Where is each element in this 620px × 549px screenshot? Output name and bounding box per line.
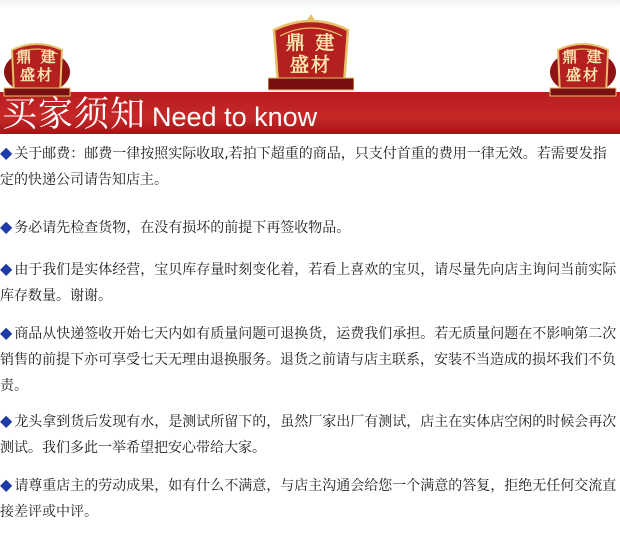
notice-item-respect [0, 472, 618, 525]
logo-seal-right: 鼎 建 盛材 [548, 36, 618, 98]
notice-item-stock [0, 256, 618, 309]
title-cn: 买家须知 [2, 95, 147, 135]
page-title [0, 96, 317, 134]
top-strip [0, 0, 620, 8]
notice-text: 务必请先检查货物，在没有损坏的前提下再签收物品。 [14, 220, 351, 236]
notice-item-returns [0, 320, 618, 399]
notice-item-postage [0, 140, 618, 193]
diamond-icon: ◆ [0, 143, 13, 162]
notice-text: 由于我们是实体经营，宝贝库存量时刻变化着，若看上喜欢的宝贝，请尽量先向店主询问当前实际库存数量。谢谢。 [0, 262, 617, 304]
title-en: Need to know [152, 102, 318, 132]
notice-header [0, 0, 620, 134]
diamond-icon: ◆ [0, 259, 13, 278]
diamond-icon: ◆ [0, 323, 13, 342]
notice-text: 龙头拿到货后发现有水，是测试所留下的，虽然厂家出厂有测试，店主在实体店空闲的时候会再次测试。我们多此一举希望把安心带给大家。 [0, 414, 617, 456]
logo-seal-center: 鼎 建 盛材 [268, 12, 354, 92]
logo-seal-left: 鼎 建 盛材 [2, 36, 72, 98]
notice-text: 商品从快递签收开始七天内如有质量问题可退换货，运费我们承担。若无质量问题在不影响第二次销售的前提下亦可享受七天无理由退换服务。退货之前请与店主联系，安装不当造成的损坏我们不负责。 [0, 326, 617, 394]
diamond-icon: ◆ [0, 217, 13, 236]
diamond-icon: ◆ [0, 411, 13, 430]
notice-item-inspect [0, 214, 618, 241]
notice-text: 请尊重店主的劳动成果，如有什么不满意，与店主沟通会给您一个满意的答复，拒绝无任何交流直接差评或中评。 [0, 478, 617, 520]
notice-item-faucet-test [0, 408, 618, 461]
diamond-icon: ◆ [0, 475, 13, 494]
notice-text: 关于邮费：邮费一律按照实际收取,若拍下超重的商品，只支付首重的费用一律无效。若需要发指定的快递公司请告知店主。 [0, 146, 607, 188]
